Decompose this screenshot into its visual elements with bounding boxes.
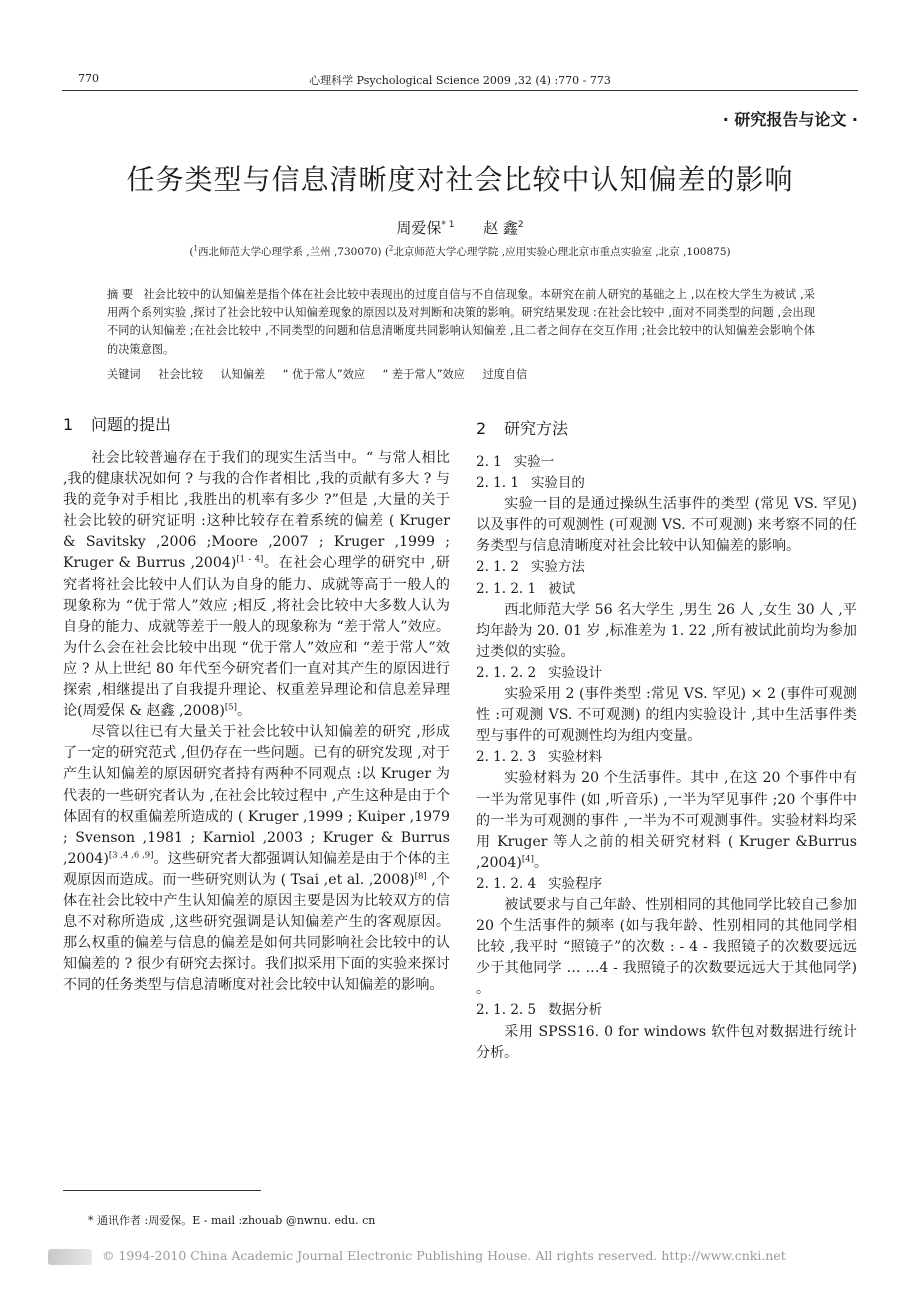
affiliation-text: 西北师范大学心理学系 ,兰州 ,730070) ( bbox=[197, 246, 389, 258]
citation: [8] bbox=[414, 871, 427, 882]
subsection-heading: 2. 1 实验一 bbox=[476, 454, 555, 470]
right-column bbox=[476, 418, 857, 1064]
paragraph: 采用 SPSS16. 0 for windows 软件包对数据进行统计分析。 bbox=[476, 1023, 857, 1061]
subsection-heading: 2. 1. 2. 3 实验材料 bbox=[476, 749, 603, 766]
paragraph: 实验一目的是通过操纵生活事件的类型 (常见 VS. 罕见) 以及事件的可观测性 (可观测 VS. 不可观测) 来考察不同的任务类型与信息清晰度对社会比较中认知偏差的影响。 bbox=[476, 496, 857, 555]
paragraph: 被试要求与自己年龄、性别相同的其他同学比较自己参加 20 个生活事件的频率 (如与我年龄、性别相同的其他同学相比较 ,我平时 “照镜子”的次数 : - 4 - 我照镜子的次数要远远少于其他同学 … …4 - 我照镜子的次数要远远大于其他同学) 。 bbox=[476, 896, 857, 998]
footnote-divider bbox=[63, 1190, 261, 1191]
page-number: 770 bbox=[78, 72, 99, 85]
keyword: 社会比较 bbox=[158, 368, 203, 381]
paper-title: 任务类型与信息清晰度对社会比较中认知偏差的影响 bbox=[126, 163, 794, 196]
citation: [5] bbox=[224, 702, 237, 713]
author-name: 赵 鑫 bbox=[483, 219, 518, 237]
subsection-heading: 2. 1. 2 实验方法 bbox=[476, 559, 585, 576]
paragraph: 实验材料为 20 个生活事件。其中 ,在这 20 个事件中有一半为常见事件 (如 ,听音乐) ,一半为罕见事件 ;20 个事件中的一半为可观测的事件 ,一半为不可观测事件。实验材料均采用 Kruger 等人之前的相关研究材料 ( Kruger &Burrus ,2004)[4]。 bbox=[476, 770, 857, 871]
citation: [4] bbox=[521, 854, 534, 865]
keywords-label: 关键词 bbox=[107, 368, 141, 381]
author-name: 周爱保 bbox=[396, 219, 442, 237]
subsection-heading: 2. 1. 2. 5 数据分析 bbox=[476, 1002, 603, 1019]
keyword: “ 差于常人”效应 bbox=[382, 368, 465, 381]
affiliation-mark: 2 bbox=[388, 244, 394, 253]
author-line bbox=[0, 217, 920, 238]
paragraph: 西北师范大学 56 名大学生 ,男生 26 人 ,女生 30 人 ,平均年龄为 20. 01 岁 ,标准差为 1. 22 ,所有被试此前均为参加过类似的实验。 bbox=[476, 601, 857, 660]
section-label: · 研究报告与论文 · bbox=[722, 110, 858, 129]
keyword: 过度自信 bbox=[482, 368, 528, 381]
keyword: 认知偏差 bbox=[220, 368, 266, 381]
citation: [1 - 4] bbox=[236, 554, 264, 565]
affiliation-mark: 1 bbox=[193, 244, 198, 253]
subsection-heading: 2. 1. 2. 2 实验设计 bbox=[476, 664, 603, 681]
keyword: “ 优于常人”效应 bbox=[282, 368, 366, 381]
abstract bbox=[107, 286, 815, 359]
copyright-line bbox=[48, 1248, 848, 1265]
subsection-heading: 2. 1. 1 实验目的 bbox=[476, 475, 585, 492]
affiliation-line: ($^1$西北师范大学心理学系 ,兰州 ,730070) ($^2$北京师范大学心理学院 ,应用实验心理北京市重点实验室 ,北京 ,100875) bbox=[189, 244, 731, 258]
publisher-logo-icon bbox=[48, 1249, 92, 1265]
paragraph: 实验采用 2 (事件类型 :常见 VS. 罕见) × 2 (事件可观测性 :可观测 VS. 不可观测) 的组内实验设计 ,其中生活事件类型与事件的可观测性均为组内变量。 bbox=[476, 686, 857, 745]
abstract-label: 摘 要 bbox=[107, 288, 134, 301]
section-heading: 1 问题的提出 bbox=[63, 415, 172, 434]
paragraph: 社会比较普遍存在于我们的现实生活当中。“ 与常人相比 ,我的健康状况如何 ? 与我的合作者相比 ,我的贡献有多大 ? 与我的竞争对手相比 ,我胜出的机率有多少 ?”但是 ,大量的关于社会比较的研究证明 :这种比较存在着系统的偏差 ( Kruger & Savitsky ,2006 ;Moore ,2007 ; Kruger ,1999 ; Kruger & Burrus ,2004)[1 - 4]。在社会心理学的研究中 ,研究者将社会比较中人们认为自身的能力、成就等高于一般人的现象称为 “优于常人”效应 ;相反 ,将社会比较中大多数人认为自身的能力、成就等差于一般人的现象称为 “差于常人”效应。为什么会在社会比较中出现 “优于常人”效应和 “差于常人”效应 ? 从上世纪 80 年代至今研究者们一直对其产生的原因进行探索 ,相继提出了自我提升理论、权重差异理论和信息差异理论(周爱保 & 赵鑫 ,2008)[5]。 bbox=[63, 450, 450, 720]
citation: [3 ,4 ,6 ,9] bbox=[108, 850, 154, 861]
section-heading: 2 研究方法 bbox=[476, 419, 569, 438]
abstract-text: 社会比较中的认知偏差是指个体在社会比较中表现出的过度自信与不自信现象。本研究在前人研究的基础之上 ,以在校大学生为被试 ,采用两个系列实验 ,探讨了社会比较中认知偏差现象的原因以及对判断和决策的影响。研究结果发现 :在社会比较中 ,面对不同类型的问题 ,会出现不同的认知偏差 ;在社会比较中 ,不同类型的问题和信息清晰度共同影响认知偏差 ,且二者之间存在交互作用 ;社会比较中的认知偏差会影响个体的决策意图。 bbox=[107, 288, 815, 356]
left-column bbox=[63, 414, 450, 996]
journal-citation: 心理科学 Psychological Science 2009 ,32 (4) :770 - 773 bbox=[309, 74, 611, 87]
author-mark: * 1 bbox=[441, 220, 455, 230]
subsection-heading: 2. 1. 2. 1 被试 bbox=[476, 580, 576, 597]
keywords bbox=[107, 366, 815, 382]
copyright-text: © 1994-2010 China Academic Journal Electronic Publishing House. All rights reserved. http://www.cnki.net bbox=[102, 1248, 786, 1263]
running-header bbox=[62, 70, 858, 91]
footnote: * 通讯作者 :周爱保。E - mail :zhouab @nwnu. edu. cn bbox=[88, 1214, 376, 1227]
affiliation-text: 北京师范大学心理学院 ,应用实验心理北京市重点实验室 ,北京 ,100875) bbox=[393, 246, 731, 258]
author-mark: 2 bbox=[517, 220, 524, 230]
paragraph: 尽管以往已有大量关于社会比较中认知偏差的研究 ,形成了一定的研究范式 ,但仍存在一些问题。已有的研究发现 ,对于产生认知偏差的原因研究者持有两种不同观点 :以 Kruger 为代表的一些研究者认为 ,在社会比较过程中 ,产生这种是由于个体固有的权重偏差所造成的 ( Kruger ,1999 ; Kuiper ,1979 ; Svenson ,1981 ; Karniol ,2003 ; Kruger & Burrus ,2004)[3 ,4 ,6 ,9]。这些研究者大都强调认知偏差是由于个体的主观原因而造成。而一些研究则认为 ( Tsai ,et al. ,2008)[8] ,个体在社会比较中产生认知偏差的原因主要是因为比较双方的信息不对称所造成 ,这些研究强调是认知偏差产生的客观原因。那么权重的偏差与信息的偏差是如何共同影响社会比较中的认知偏差的 ? 很少有研究去探讨。我们拟采用下面的实验来探讨不同的任务类型与信息清晰度对社会比较中认知偏差的影响。 bbox=[63, 724, 450, 994]
subsection-heading: 2. 1. 2. 4 实验程序 bbox=[476, 875, 603, 892]
